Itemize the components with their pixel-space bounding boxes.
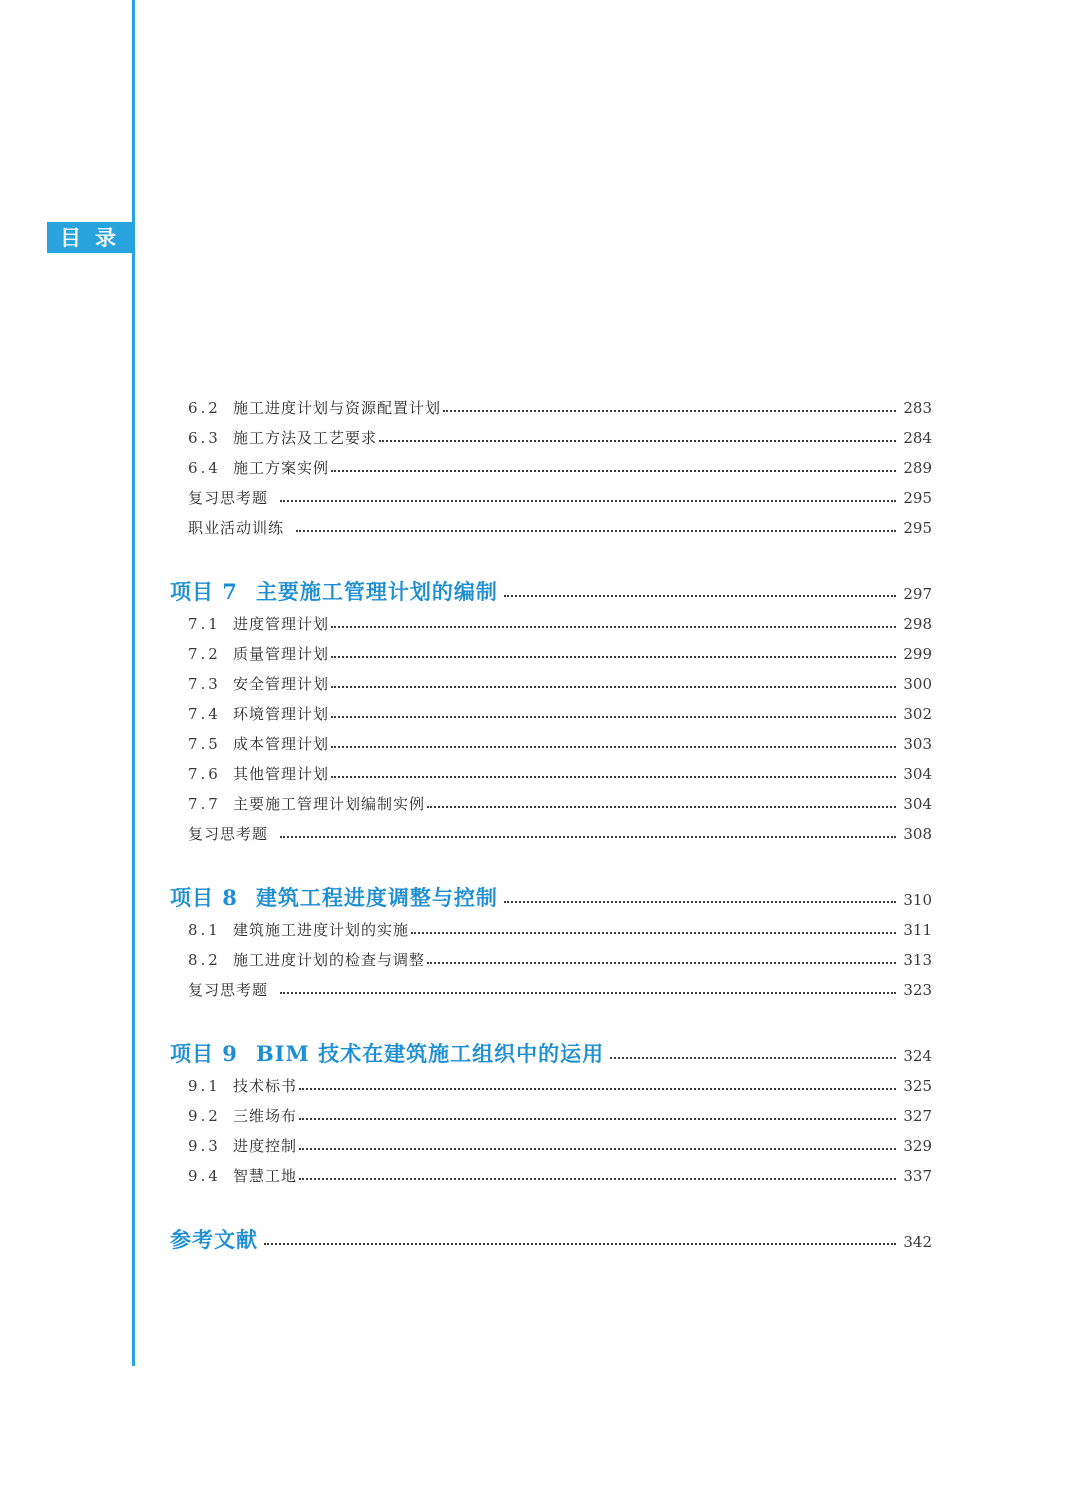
- entry-title: 安全管理计划: [233, 675, 330, 693]
- dot-leader: [331, 470, 896, 472]
- dot-leader: [331, 776, 896, 778]
- entry-title: 施工进度计划的检查与调整: [233, 951, 426, 969]
- toc-entry-6-4[interactable]: [188, 457, 932, 479]
- dot-leader: [331, 746, 896, 748]
- toc-entry-8-2[interactable]: [188, 949, 932, 971]
- entry-page: 308: [903, 825, 932, 843]
- toc-chapter-9[interactable]: [170, 1039, 932, 1069]
- entry-page: 289: [903, 459, 932, 477]
- side-margin-rule: [132, 0, 135, 1366]
- entry-title: 三维场布: [233, 1107, 298, 1125]
- chapter-label: [170, 1039, 604, 1069]
- dot-leader: [331, 626, 896, 628]
- dot-leader: [280, 836, 896, 838]
- chapter-title: BIM 技术在建筑施工组织中的运用: [255, 1041, 605, 1066]
- entry-number: 7.4: [188, 705, 221, 723]
- dot-leader: [299, 1148, 896, 1150]
- toc-entry-review-7[interactable]: [188, 823, 932, 845]
- entry-page: 337: [903, 1167, 932, 1185]
- dot-leader: [264, 1243, 896, 1245]
- chapter-page: 324: [903, 1047, 932, 1065]
- entry-title: 复习思考题: [188, 825, 269, 843]
- entry-title: 主要施工管理计划编制实例: [233, 795, 426, 813]
- entry-title: 质量管理计划: [233, 645, 330, 663]
- toc-references[interactable]: [170, 1225, 932, 1255]
- entry-title: 环境管理计划: [233, 705, 330, 723]
- chapter-page: 297: [903, 585, 932, 603]
- dot-leader: [280, 500, 896, 502]
- toc-entry-7-4[interactable]: [188, 703, 932, 725]
- entry-page: 284: [903, 429, 932, 447]
- entry-page: 323: [903, 981, 932, 999]
- toc-entry-6-2[interactable]: [188, 397, 932, 419]
- references-title: 参考文献: [170, 1227, 258, 1252]
- chapter-label: [170, 883, 498, 913]
- entry-page: 303: [903, 735, 932, 753]
- toc-entry-7-3[interactable]: [188, 673, 932, 695]
- dot-leader: [299, 1178, 896, 1180]
- toc-entry-9-2[interactable]: [188, 1105, 932, 1127]
- entry-title: 成本管理计划: [233, 735, 330, 753]
- dot-leader: [427, 806, 896, 808]
- entry-page: 304: [903, 765, 932, 783]
- entry-title: 建筑施工进度计划的实施: [233, 921, 410, 939]
- dot-leader: [331, 656, 896, 658]
- entry-page: 327: [903, 1107, 932, 1125]
- toc-chapter-7[interactable]: [170, 577, 932, 607]
- toc-chapter-8[interactable]: [170, 883, 932, 913]
- toc-entry-7-5[interactable]: [188, 733, 932, 755]
- entry-title: 其他管理计划: [233, 765, 330, 783]
- chapter-title: 主要施工管理计划的编制: [255, 579, 498, 604]
- chapter-label: [170, 577, 498, 607]
- entry-number: 6.2: [188, 399, 221, 417]
- entry-number: 9.2: [188, 1107, 221, 1125]
- toc-entry-training-6[interactable]: [188, 517, 932, 539]
- entry-number: 6.3: [188, 429, 221, 447]
- dot-leader: [296, 530, 896, 532]
- entry-page: 304: [903, 795, 932, 813]
- entry-number: 7.5: [188, 735, 221, 753]
- entry-number: 9.3: [188, 1137, 221, 1155]
- entry-page: 311: [903, 921, 932, 939]
- toc-entry-7-7[interactable]: [188, 793, 932, 815]
- entry-title: 智慧工地: [233, 1167, 298, 1185]
- chapter-title: 建筑工程进度调整与控制: [255, 885, 498, 910]
- entry-page: 283: [903, 399, 932, 417]
- entry-page: 295: [903, 519, 932, 537]
- section-tab-contents: 目录: [47, 222, 135, 253]
- chapter-number: 项目 9: [170, 1041, 238, 1066]
- dot-leader: [280, 992, 896, 994]
- entry-number: 7.1: [188, 615, 221, 633]
- dot-leader: [443, 410, 896, 412]
- entry-number: 7.3: [188, 675, 221, 693]
- entry-number: 9.4: [188, 1167, 221, 1185]
- dot-leader: [299, 1088, 896, 1090]
- entry-number: 8.2: [188, 951, 221, 969]
- dot-leader: [427, 962, 896, 964]
- toc-entry-6-3[interactable]: [188, 427, 932, 449]
- entry-page: 302: [903, 705, 932, 723]
- entry-page: 325: [903, 1077, 932, 1095]
- toc-entry-review-6[interactable]: [188, 487, 932, 509]
- entry-page: 329: [903, 1137, 932, 1155]
- dot-leader: [504, 901, 896, 903]
- chapter-number: 项目 8: [170, 885, 238, 910]
- toc-entry-9-3[interactable]: [188, 1135, 932, 1157]
- entry-page: 299: [903, 645, 932, 663]
- dot-leader: [299, 1118, 896, 1120]
- entry-page: 298: [903, 615, 932, 633]
- entry-title: 施工方法及工艺要求: [233, 429, 378, 447]
- dot-leader: [504, 595, 896, 597]
- entry-page: 295: [903, 489, 932, 507]
- entry-number: 9.1: [188, 1077, 221, 1095]
- entry-number: 8.1: [188, 921, 221, 939]
- entry-number: 7.2: [188, 645, 221, 663]
- entry-title: 进度管理计划: [233, 615, 330, 633]
- entry-number: 7.7: [188, 795, 221, 813]
- entry-number: 6.4: [188, 459, 221, 477]
- entry-title: 施工方案实例: [233, 459, 330, 477]
- toc-entry-review-8[interactable]: [188, 979, 932, 1001]
- dot-leader: [411, 932, 896, 934]
- toc-entry-9-1[interactable]: [188, 1075, 932, 1097]
- entry-title: 复习思考题: [188, 981, 269, 999]
- toc-entry-8-1[interactable]: [188, 919, 932, 941]
- entry-title: 复习思考题: [188, 489, 269, 507]
- toc-entry-7-1[interactable]: [188, 613, 932, 635]
- entry-page: 300: [903, 675, 932, 693]
- entry-number: 7.6: [188, 765, 221, 783]
- toc-entry-7-2[interactable]: [188, 643, 932, 665]
- dot-leader: [610, 1057, 896, 1059]
- dot-leader: [379, 440, 896, 442]
- toc-entry-9-4[interactable]: [188, 1165, 932, 1187]
- entry-title: 施工进度计划与资源配置计划: [233, 399, 442, 417]
- dot-leader: [331, 686, 896, 688]
- dot-leader: [331, 716, 896, 718]
- toc-entry-7-6[interactable]: [188, 763, 932, 785]
- entry-title: 职业活动训练: [188, 519, 285, 537]
- entry-title: 技术标书: [233, 1077, 298, 1095]
- references-page: 342: [903, 1233, 932, 1251]
- chapter-page: 310: [903, 891, 932, 909]
- entry-title: 进度控制: [233, 1137, 298, 1155]
- chapter-number: 项目 7: [170, 579, 238, 604]
- entry-page: 313: [903, 951, 932, 969]
